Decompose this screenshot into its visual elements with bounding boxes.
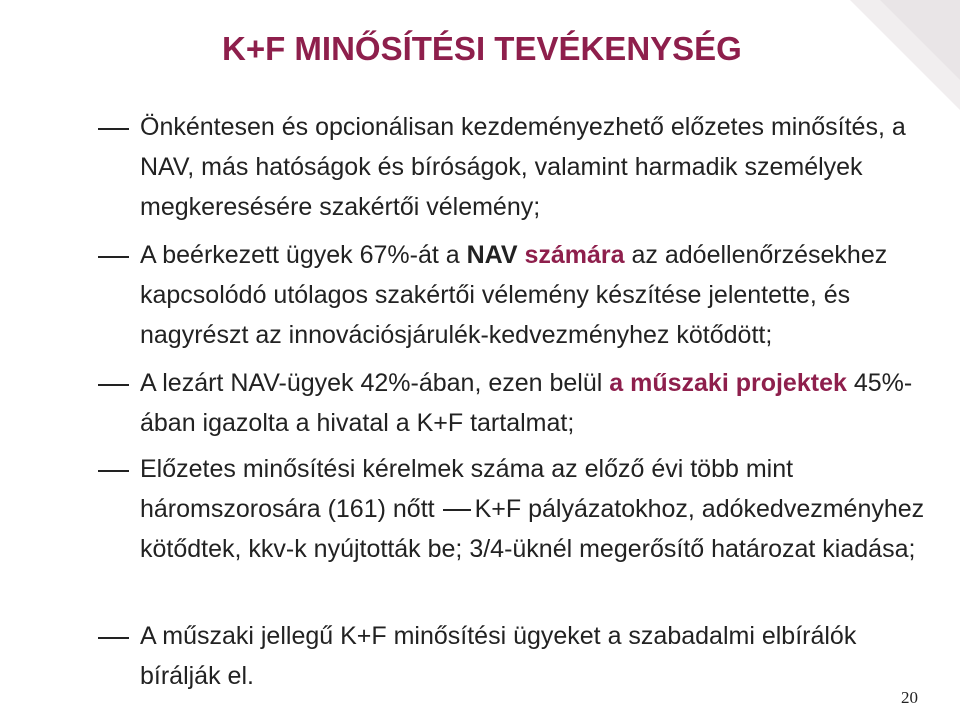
dash-bullet-icon <box>98 256 129 258</box>
page-number: 20 <box>901 688 918 707</box>
bullet-text <box>140 235 940 355</box>
bullet-text-3-end: 45%-ában igazolta a hivatal a K+F tartalmat; <box>140 369 913 437</box>
bullet-text-2-emphasis: számára <box>524 241 625 269</box>
bullet-text <box>140 616 940 696</box>
corner-decoration <box>850 0 960 110</box>
bullet-text <box>140 107 940 227</box>
bullet-text-2-end: az adóellenőrzésekhez kapcsolódó utólagos szakértői vélemény készítése jelentette, és nagyrészt az innovációsjárulék-kedvezményhez kötődött; <box>140 241 888 349</box>
bullet-text <box>140 363 940 443</box>
dash-bullet-icon <box>98 384 129 386</box>
bullet-text-4-start: Előzetes minősítési kérelmek száma az előző évi több mint háromszorosára (161) nőtt <box>140 455 794 523</box>
slide-title: K+F MINŐSÍTÉSI TEVÉKENYSÉG <box>222 30 742 67</box>
inline-dash-icon <box>443 509 471 511</box>
bullet-text-5: A műszaki jellegű K+F minősítési ügyeket a szabadalmi elbírálók bírálják el. <box>140 622 857 690</box>
bullet-text-2-emphasis-nav: NAV <box>466 241 518 269</box>
bullet-text <box>140 449 940 569</box>
dash-bullet-icon <box>98 637 129 639</box>
dash-bullet-icon <box>98 470 129 472</box>
bullet-text-4-end: K+F pályázatokhoz, adókedvezményhez kötődtek, kkv-k nyújtották be; 3/4-üknél megerősítő határozat kiadása; <box>140 495 925 563</box>
bullet-text-3-start: A lezárt NAV-ügyek 42%-ában, ezen belül <box>140 369 610 397</box>
bullet-text-1: Önkéntesen és opcionálisan kezdeményezhető előzetes minősítés, a NAV, más hatóságok és bíróságok, valamint harmadik személyek megkeresésére szakértői vélemény; <box>140 113 906 221</box>
bullet-text-2-start: A beérkezett ügyek 67%-át a <box>140 241 467 269</box>
dash-bullet-icon <box>98 128 129 130</box>
bullet-text-3-emphasis: a műszaki projektek <box>609 369 847 397</box>
